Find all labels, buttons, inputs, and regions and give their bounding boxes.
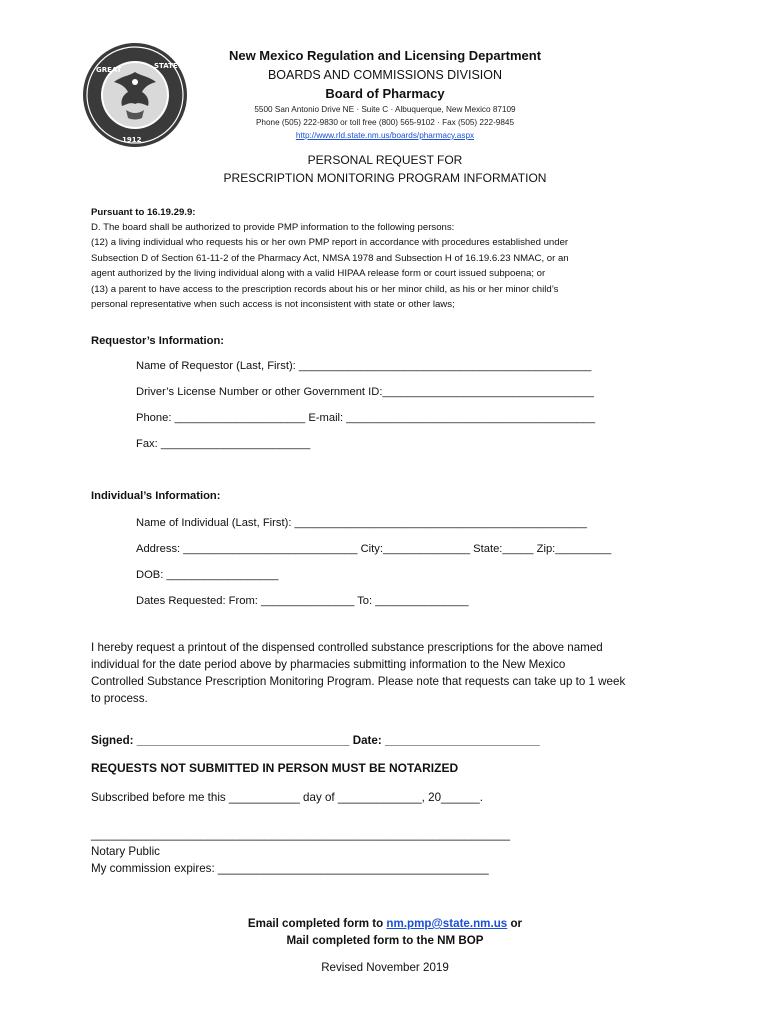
statement-line: I hereby request a printout of the dispensed controlled substance prescriptions for the above named xyxy=(91,641,603,654)
individual-dob-field[interactable]: DOB: __________________ xyxy=(136,569,279,581)
pursuant-line: (13) a parent to have access to the prescription records about his or her minor child, as his or her minor child’s xyxy=(91,284,559,295)
svg-text:GREAT: GREAT xyxy=(96,66,122,74)
commission-expires-field[interactable]: My commission expires: __________________________________________ xyxy=(91,862,489,875)
svg-text:1912: 1912 xyxy=(122,136,142,144)
statement-line: individual for the date period above by pharmacies submitting information to the New Mexico xyxy=(91,658,566,671)
form-title-line2: PRESCRIPTION MONITORING PROGRAM INFORMATION xyxy=(223,171,547,185)
address: 5500 San Antonio Drive NE · Suite C · Albuquerque, New Mexico 87109 xyxy=(254,105,516,114)
email-suffix: or xyxy=(507,917,523,930)
requestor-fax-field[interactable]: Fax: ________________________ xyxy=(136,438,311,450)
individual-name-field[interactable]: Name of Individual (Last, First): _______________________________________________ xyxy=(136,517,587,529)
email-prefix: Email completed form to xyxy=(247,917,387,930)
pursuant-line: personal representative when such access is not inconsistent with state or other laws; xyxy=(91,299,455,310)
svg-text:STATE: STATE xyxy=(154,62,178,70)
notary-public-label: Notary Public xyxy=(91,845,160,858)
notary-signature-line[interactable]: _________________________________________________________________ xyxy=(91,828,511,841)
requestor-name-field[interactable]: Name of Requestor (Last, First): _______________________________________________ xyxy=(136,360,592,372)
revision-date: Revised November 2019 xyxy=(321,961,449,974)
statement-line: Controlled Substance Prescription Monitoring Program. Please note that requests can take up to 1 week xyxy=(91,675,626,688)
requestor-heading: Requestor’s Information: xyxy=(91,335,225,347)
mail-instruction: Mail completed form to the NM BOP xyxy=(286,934,484,947)
pursuant-line: agent authorized by the living individual along with a valid HIPAA release form or court issued subpoena; or xyxy=(91,268,546,279)
pursuant-line: (12) a living individual who requests his or her own PMP report in accordance with procedures established under xyxy=(91,237,569,248)
website-link[interactable]: http://www.rld.state.nm.us/boards/pharmacy.aspx xyxy=(295,131,475,140)
email-link[interactable]: nm.pmp@state.nm.us xyxy=(386,917,508,930)
dates-requested-field[interactable]: Dates Requested: From: _______________ To: _______________ xyxy=(136,595,469,607)
signature-date-field[interactable]: Signed: _________________________________ Date: ________________________ xyxy=(91,734,540,747)
pursuant-heading: Pursuant to 16.19.29.9: xyxy=(91,207,196,218)
pursuant-line: D. The board shall be authorized to provide PMP information to the following persons: xyxy=(91,222,455,233)
requestor-phone-email-field[interactable]: Phone: _____________________ E-mail: ________________________________________ xyxy=(136,412,596,424)
individual-address-field[interactable]: Address: ____________________________ City:______________ State:_____ Zip:_________ xyxy=(136,543,612,555)
pursuant-line: Subsection D of Section 61-11-2 of the Pharmacy Act, NMSA 1978 and Subsection H of 16.19.6.23 NMAC, or an xyxy=(91,253,569,264)
org-name: New Mexico Regulation and Licensing Department xyxy=(228,48,542,63)
statement-line: to process. xyxy=(91,692,148,705)
requestor-id-field[interactable]: Driver’s License Number or other Government ID:__________________________________ xyxy=(136,386,594,398)
board-name: Board of Pharmacy xyxy=(325,86,445,101)
division-name: BOARDS AND COMMISSIONS DIVISION xyxy=(267,68,503,82)
subscribed-field[interactable]: Subscribed before me this ___________ day of _____________, 20______. xyxy=(91,791,483,804)
state-seal-icon xyxy=(82,42,188,148)
email-instruction xyxy=(0,917,770,930)
phone-fax: Phone (505) 222-9830 or toll free (800) 565-9102 · Fax (505) 222-9845 xyxy=(255,118,515,127)
form-title-line1: PERSONAL REQUEST FOR xyxy=(307,153,463,167)
notary-heading: REQUESTS NOT SUBMITTED IN PERSON MUST BE NOTARIZED xyxy=(91,761,459,775)
individual-heading: Individual’s Information: xyxy=(91,490,221,502)
